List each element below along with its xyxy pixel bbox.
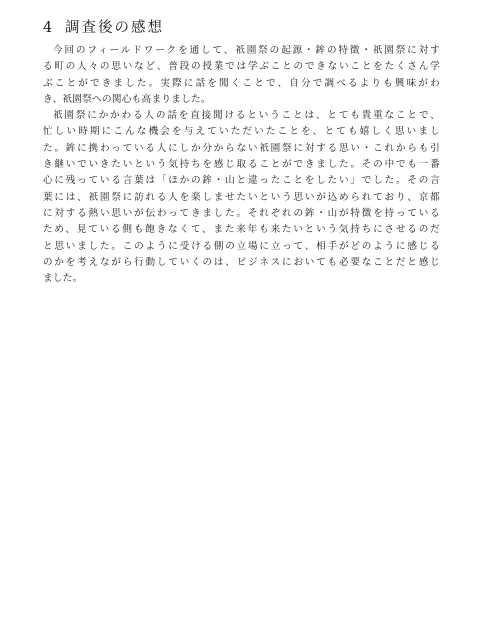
paragraph-1-line-2: る町の人々の思いなど、普段の授業では学ぶことのできないことをたくさん学 [43,61,440,73]
section-number: 4 [43,20,54,36]
paragraph-2-line-4: き継いでいきたいという気持ちを感じ取ることができました。その中でも一番 [43,159,440,171]
paragraph-1-line-3: ぶことができました。実際に話を聞くことで、自分で調べるよりも興味がわ [43,77,440,89]
paragraph-2-line-11: ました。 [43,273,83,285]
paragraph-2-line-8: ため、見ている側も飽きなくて、また来年も来たいという気持ちにさせるのだ [43,224,440,236]
paragraph-2-line-5: 心に残っている言葉は「ほかの鉾・山と違ったことをしたい」でした。その言 [43,175,440,187]
paragraph-2-line-1: 祇園祭にかかわる人の話を直接聞けるということは、とても貴重なことで、 [53,110,440,122]
paragraph-2-line-6: 葉には、祇園祭に訪れる人を楽しませたいという思いが込められており、京都 [43,191,440,203]
section-title: 調査後の感想 [65,20,164,36]
paragraph-1-line-1: 今回のフィールドワークを通して、祇園祭の起源・鉾の特徴・祇園祭に対す [53,45,440,56]
paragraph-2-line-3: た。鉾に携わっている人にしか分からない祇園祭に対する思い・これからも引 [43,142,440,154]
paragraph-2-line-7: に対する熱い思いが伝わってきました。それぞれの鉾・山が特徴を持っている [43,207,440,219]
paragraph-2-line-2: 忙しい時期にこんな機会を与えていただいたことを、とても嬉しく思いまし [43,126,440,138]
paragraph-1-line-4: き、祇園祭への関心も高まりました。 [43,93,211,105]
section-heading [43,18,164,38]
body-text [43,43,440,287]
paragraph-2-line-10: のかを考えながら行動していくのは、ビジネスにおいても必要なことだと感じ [43,256,440,268]
paragraph-2-line-9: と思いました。このように受ける側の立場に立って、相手がどのように感じる [43,240,440,252]
